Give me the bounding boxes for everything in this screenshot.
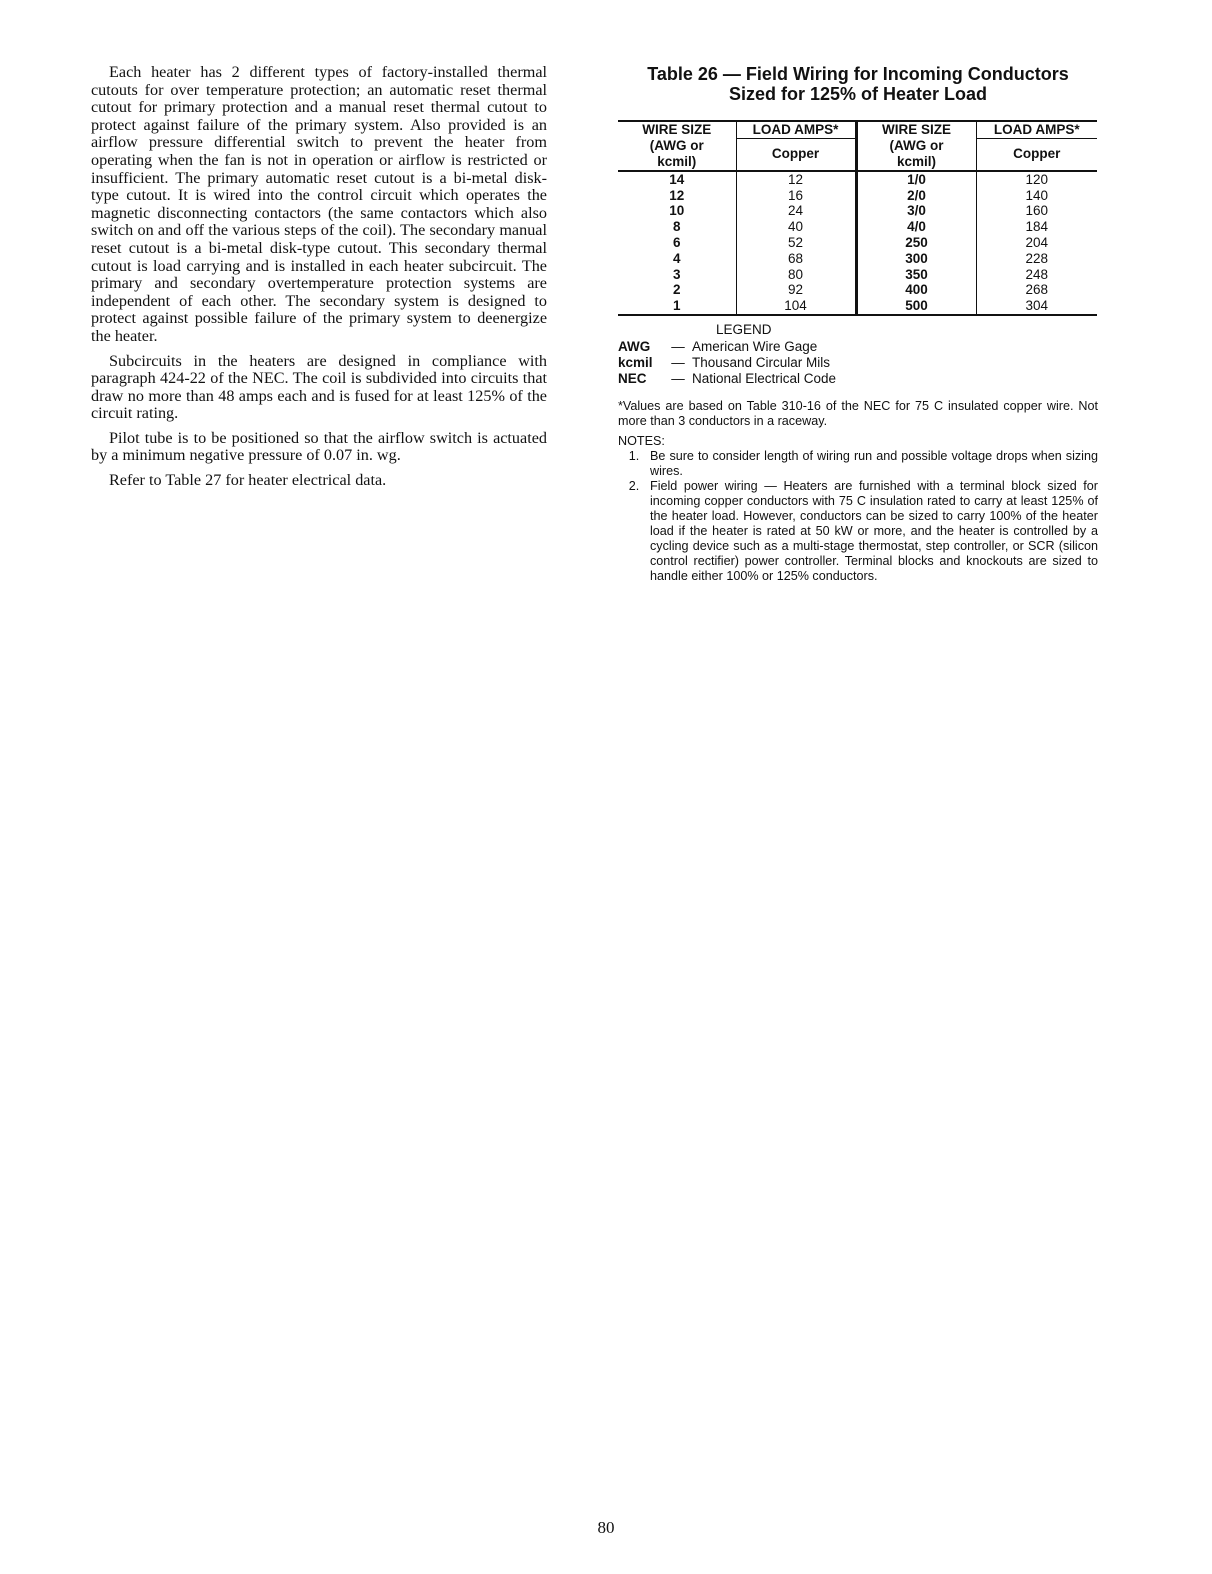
cell-wire-size: 400	[856, 282, 976, 298]
legend-dash: —	[671, 371, 685, 387]
cell-wire-size: 250	[856, 235, 976, 251]
table-row	[618, 267, 1097, 283]
cell-load-amps: 120	[976, 171, 1097, 188]
header-copper-2: Copper	[976, 138, 1097, 171]
cell-load-amps: 140	[976, 188, 1097, 204]
table-row	[618, 188, 1097, 204]
cell-load-amps: 204	[976, 235, 1097, 251]
table-row	[618, 251, 1097, 267]
table-row	[618, 203, 1097, 219]
paragraph-pilot-tube: Pilot tube is to be positioned so that the airflow switch is actuated by a minimum negative pressure of 0.07 in. wg.	[91, 428, 547, 465]
legend-item	[618, 355, 1098, 371]
legend-abbr: kcmil	[618, 355, 653, 371]
table-title-line-1: Table 26 — Field Wiring for Incoming Conductors	[647, 64, 1069, 84]
cell-wire-size: 300	[856, 251, 976, 267]
header-load-amps-2: LOAD AMPS*	[976, 121, 1097, 138]
cell-load-amps: 268	[976, 282, 1097, 298]
table-header-row-1	[618, 121, 1097, 138]
header-wire-size-2: WIRE SIZE	[856, 121, 976, 138]
header-kcmil-2: kcmil)	[856, 154, 976, 171]
cell-load-amps: 304	[976, 298, 1097, 315]
wiring-table	[618, 120, 1097, 316]
table-column	[618, 64, 1098, 584]
table-row	[618, 298, 1097, 315]
note-text: Be sure to consider length of wiring run and possible voltage drops when sizing wires.	[650, 449, 1098, 479]
page-number: 80	[597, 1518, 615, 1537]
legend-abbr: NEC	[618, 371, 647, 387]
table-title	[618, 64, 1098, 104]
table-row	[618, 235, 1097, 251]
cell-load-amps: 248	[976, 267, 1097, 283]
cell-wire-size: 3	[672, 266, 681, 282]
cell-load-amps: 68	[736, 251, 856, 267]
paragraph-subcircuits: Subcircuits in the heaters are designed in compliance with paragraph 424-22 of the NEC. The coil is subdivided into circuits that draw no more than 48 amps each and is fused for at least 125% of the circuit rating.	[91, 351, 547, 423]
legend-item	[618, 339, 1098, 355]
cell-wire-size: 350	[856, 267, 976, 283]
cell-load-amps: 40	[736, 219, 856, 235]
note-text: Field power wiring — Heaters are furnished with a terminal block sized for incoming copper conductors with 75 C insulation rated to carry at least 125% of the heater load. However, conductors can be sized to carry 100% of the heater load if the heater is rated at 50 kW or more, and the heater is controlled by a cycling device such as a multi-stage thermostat, step controller, or SCR (silicon control rectifier) power controller. Terminal blocks and knockouts are sized to handle either 100% or 125% conductors.	[650, 479, 1098, 584]
legend-abbr: AWG	[618, 339, 651, 355]
table-footnote: *Values are based on Table 310-16 of the NEC for 75 C insulated copper wire. Not more than 3 conductors in a raceway.	[618, 399, 1098, 429]
paragraph-thermal-cutouts: Each heater has 2 different types of factory-installed thermal cutouts for over temperature protection; an automatic reset thermal cutout for primary protection and a manual reset thermal cutout to protect against failure of the primary system. Also provided is an airflow pressure differential switch to prevent the heater from operating when the fan is not in operation or airflow is restricted or insufficient. The primary automatic reset cutout is a bi-metal disk-type cutout. It is wired into the control circuit which operates the magnetic disconnecting contactors (the same contactors which also switch on and off the various steps of the coil). The secondary manual reset cutout is a bi-metal disk-type cutout. This secondary thermal cutout is load carrying and is installed in each heater subcircuit. The primary and secondary overtemperature protection systems are independent of each other. The secondary system is designed to protect against possible failure of the primary system to deenergize the heater.	[91, 63, 547, 345]
header-copper-1: Copper	[736, 138, 856, 171]
note-item	[618, 479, 1098, 584]
cell-wire-size: 4/0	[856, 219, 976, 235]
cell-wire-size: 8	[672, 219, 681, 235]
table-title-line-2: Sized for 125% of Heater Load	[728, 84, 988, 104]
header-wire-size-1: WIRE SIZE	[618, 121, 736, 138]
legend-meaning: National Electrical Code	[692, 371, 837, 387]
cell-load-amps: 104	[736, 298, 856, 315]
cell-wire-size: 2	[672, 282, 681, 298]
legend-meaning: American Wire Gage	[692, 339, 818, 355]
legend-title: LEGEND	[716, 322, 772, 338]
cell-wire-size: 1	[618, 298, 736, 315]
note-number: 1.	[628, 449, 640, 464]
notes-title: NOTES:	[618, 434, 665, 449]
cell-load-amps: 16	[736, 188, 856, 204]
cell-load-amps: 24	[736, 203, 856, 219]
cell-wire-size: 4	[672, 250, 681, 266]
header-awg-or-1: (AWG or	[649, 138, 704, 154]
cell-load-amps: 160	[976, 203, 1097, 219]
paragraph-table-reference: Refer to Table 27 for heater electrical data.	[109, 471, 387, 490]
table-row	[618, 282, 1097, 298]
body-text-column	[91, 64, 547, 497]
cell-load-amps: 92	[736, 282, 856, 298]
cell-load-amps: 80	[736, 267, 856, 283]
header-kcmil-1: kcmil)	[618, 154, 736, 171]
header-awg-or-2: (AWG or	[856, 138, 976, 154]
cell-load-amps: 184	[976, 219, 1097, 235]
cell-load-amps: 228	[976, 251, 1097, 267]
table-row	[618, 171, 1097, 188]
cell-wire-size: 12	[669, 187, 685, 203]
legend-item	[618, 371, 1098, 387]
table-header-row-2	[618, 138, 1097, 154]
legend	[618, 339, 1098, 387]
cell-load-amps: 12	[736, 171, 856, 188]
cell-wire-size: 3/0	[856, 203, 976, 219]
cell-wire-size: 500	[856, 298, 976, 315]
legend-dash: —	[671, 339, 685, 355]
legend-dash: —	[671, 355, 685, 371]
note-number: 2.	[628, 479, 640, 494]
table-row	[618, 219, 1097, 235]
cell-wire-size: 10	[669, 203, 685, 219]
cell-load-amps: 52	[736, 235, 856, 251]
cell-wire-size: 14	[669, 171, 685, 187]
header-load-amps-1: LOAD AMPS*	[736, 121, 856, 138]
legend-meaning: Thousand Circular Mils	[692, 355, 831, 371]
cell-wire-size: 2/0	[856, 188, 976, 204]
cell-wire-size: 1/0	[856, 171, 976, 188]
cell-wire-size: 6	[672, 235, 681, 251]
note-item	[618, 449, 1098, 479]
